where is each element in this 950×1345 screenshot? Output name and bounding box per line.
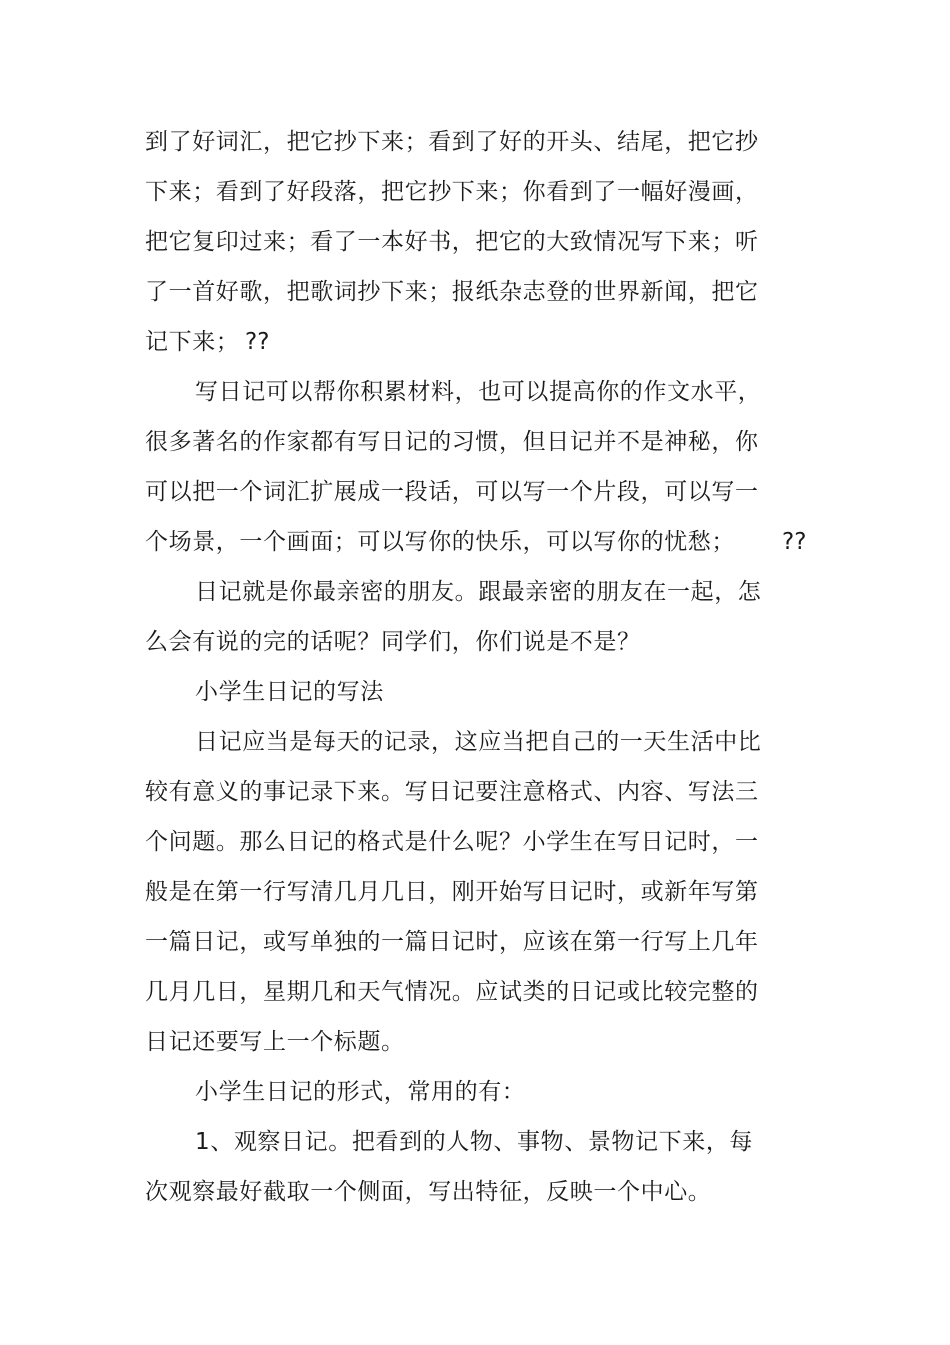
text-line: 记下来； (145, 329, 240, 355)
text-line: 个场景，一个画面；可以写你的快乐，可以写你的忧愁； (145, 529, 735, 555)
text-line: 可以把一个词汇扩展成一段话，可以写一个片段，可以写一 (145, 479, 759, 505)
text-line: 么会有说的完的话呢？同学们，你们说是不是？ (145, 629, 641, 655)
section-heading: 小学生日记的写法 (195, 679, 384, 705)
text-line: 很多著名的作家都有写日记的习惯，但日记并不是神秘，你 (145, 429, 759, 455)
text-line: 日记应当是每天的记录，这应当把自己的一天生活中比 (195, 729, 762, 755)
text-line: 个问题。那么日记的格式是什么呢？小学生在写日记时，一 (145, 829, 759, 855)
text-line: 一篇日记，或写单独的一篇日记时，应该在第一行写上几年 (145, 929, 759, 955)
text-line: 到了好词汇，把它抄下来；看到了好的开头、结尾，把它抄 (145, 129, 759, 155)
text-line: 下来；看到了好段落，把它抄下来；你看到了一幅好漫画， (145, 179, 759, 205)
ellipsis-mark: ?? (245, 329, 270, 355)
text-line: 把它复印过来；看了一本好书，把它的大致情况写下来；听 (145, 229, 759, 255)
text-line: 般是在第一行写清几月几日，刚开始写日记时，或新年写第 (145, 879, 759, 905)
ellipsis-mark: ?? (782, 529, 807, 555)
text-line: 较有意义的事记录下来。写日记要注意格式、内容、写法三 (145, 779, 759, 805)
text-line: 日记还要写上一个标题。 (145, 1029, 405, 1055)
text-line: 写日记可以帮你积累材料，也可以提高你的作文水平， (195, 379, 762, 405)
text-line: 小学生日记的形式，常用的有： (195, 1079, 526, 1105)
text-line: 几月几日，星期几和天气情况。应试类的日记或比较完整的 (145, 979, 759, 1005)
text-line: 日记就是你最亲密的朋友。跟最亲密的朋友在一起，怎 (195, 579, 762, 605)
text-line: 了一首好歌，把歌词抄下来；报纸杂志登的世界新闻，把它 (145, 279, 759, 305)
text-line: 1、观察日记。把看到的人物、事物、景物记下来，每 (195, 1129, 754, 1155)
text-line: 次观察最好截取一个侧面，写出特征，反映一个中心。 (145, 1179, 712, 1205)
